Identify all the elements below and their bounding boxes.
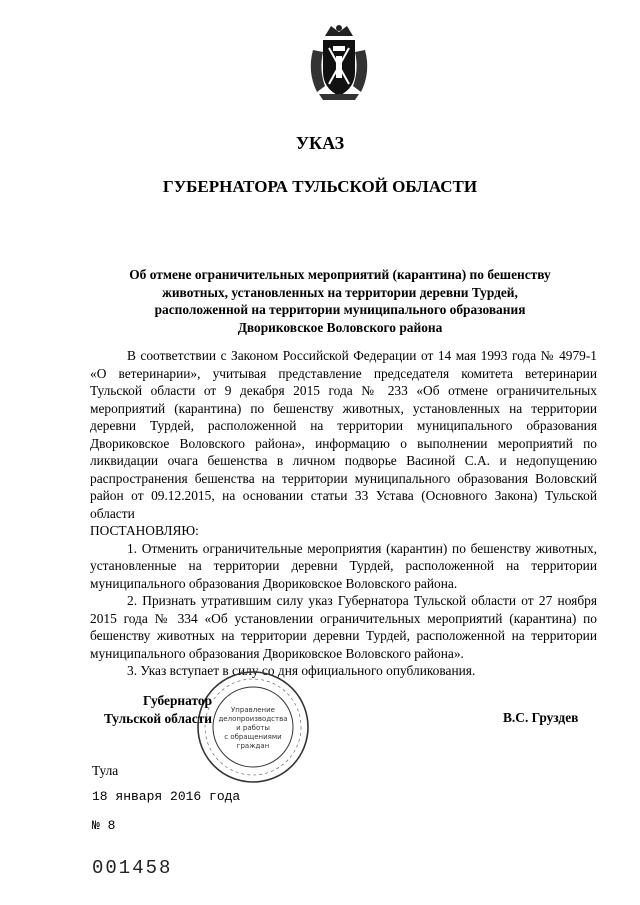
stamp-line: и работы <box>236 724 270 732</box>
decree-heading <box>90 266 590 336</box>
decree-word: ПОСТАНОВЛЯЮ: <box>90 523 199 538</box>
stamp-line: делопроизводства <box>218 715 288 723</box>
decree-number: № 8 <box>92 818 116 833</box>
tula-coat-of-arms-icon <box>303 22 375 102</box>
document-subtitle: ГУБЕРНАТОРА ТУЛЬСКОЙ ОБЛАСТИ <box>162 177 478 196</box>
heading-line: Двориковское Воловского района <box>237 319 443 335</box>
decree-item: 2. Признать утратившим силу указ Губернатора Тульской области от 27 ноября 2015 года № 334 «Об установлении ограничительных мероприятий (карантина) по бешенству животных на территории деревни Турдей, расположенной на территории муниципального образования Двориковское Воловского района». <box>90 593 597 661</box>
stamp-line: с обращениями <box>224 733 282 741</box>
serial-number: 001458 <box>92 857 173 879</box>
signature-title-line: Тульской области <box>104 711 212 726</box>
decree-item: 1. Отменить ограничительные мероприятия (карантин) по бешенству животных, установленные на территории деревни Турдей, расположенной на территории муниципального образования Двориковское Воловского района. <box>90 540 597 591</box>
heading-line: Об отмене ограничительных мероприятий (карантина) по бешенству <box>129 267 551 282</box>
document-title: УКАЗ <box>295 133 345 153</box>
heading-line: животных, установленных на территории деревни Турдей, <box>162 284 518 300</box>
decree-date: 18 января 2016 года <box>92 789 241 804</box>
heading-line: расположенной на территории муниципального образования <box>154 302 526 317</box>
preamble-paragraph: В соответствии с Законом Российской Федерации от 14 мая 1993 года № 4979-1 «О ветеринарии», учитывая представление председателя комитета ветеринарии Тульской области от 9 декабря 2015 года № 233 «Об отмене ограничительных мероприятий (карантина) по бешенству животных, установленных на территории деревни Турдей, расположенной на территории муниципального образования Двориковское Воловского района», информацию о выполнении мероприятий по ликвидации очага бешенства в личном подворье Васиной С.А. и недопущению распространения бешенства на территории муниципального образования Воловский район от 09.12.2015, на основании статьи 33 Устава (Основного Закона) Тульской области <box>90 348 597 521</box>
signature-title-line: Губернатор <box>142 693 212 708</box>
city-name: Тула <box>92 763 119 778</box>
decree-item: 3. Указ вступает в силу со дня официального опубликования. <box>127 663 476 678</box>
signature-title <box>102 692 212 728</box>
signature-name: В.С. Груздев <box>503 710 579 725</box>
stamp-line: Управление <box>231 706 275 714</box>
decree-body <box>90 347 597 680</box>
stamp-line: граждан <box>236 742 270 750</box>
